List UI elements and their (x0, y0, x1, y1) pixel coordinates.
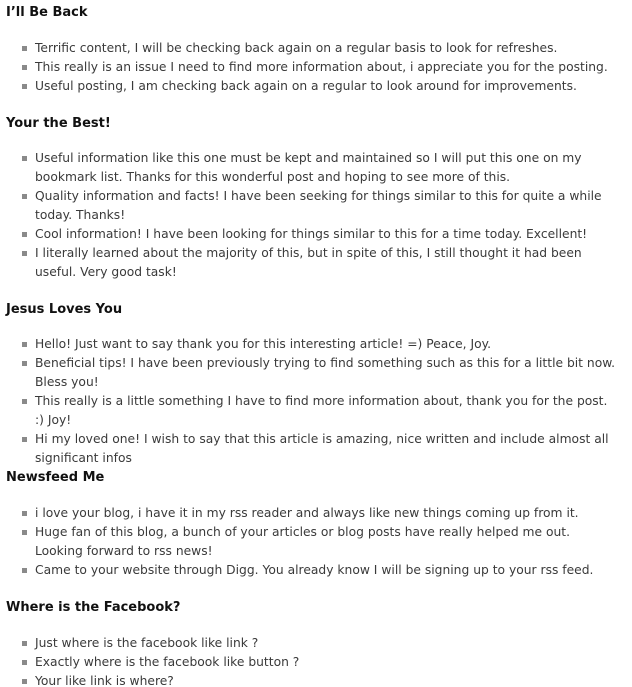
square-bullet-icon (22, 679, 27, 684)
square-bullet-icon (22, 65, 27, 70)
list-item-text: Hello! Just want to say thank you for this interesting article! =) Peace, Joy. (35, 337, 492, 351)
square-bullet-icon (22, 511, 27, 516)
list-item (0, 523, 632, 561)
list-item (0, 335, 632, 354)
list-item-text: Quality information and facts! I have been seeking for things similar to this for quite a while today. Thanks! (35, 189, 602, 222)
section-heading: Where is the Facebook? (6, 600, 181, 615)
comment-list (0, 39, 632, 96)
list-item (0, 354, 632, 392)
square-bullet-icon (22, 660, 27, 665)
section-heading: Jesus Loves You (6, 302, 123, 317)
comment-list (0, 504, 632, 580)
section-jesus-loves-you (0, 302, 632, 468)
list-item (0, 504, 632, 523)
square-bullet-icon (22, 530, 27, 535)
list-item (0, 634, 632, 653)
square-bullet-icon (22, 84, 27, 89)
comment-list (0, 335, 632, 468)
list-item-text: Your like link is where? (35, 674, 174, 687)
square-bullet-icon (22, 437, 27, 442)
list-item-text: Came to your website through Digg. You already know I will be signing up to your rss feed. (35, 563, 594, 577)
list-item-text: Useful posting, I am checking back again on a regular to look around for improvements. (35, 79, 577, 93)
list-item (0, 39, 632, 58)
list-item-text: Terrific content, I will be checking back again on a regular basis to look for refreshes. (35, 41, 558, 55)
list-item (0, 672, 632, 687)
square-bullet-icon (22, 194, 27, 199)
square-bullet-icon (22, 156, 27, 161)
square-bullet-icon (22, 361, 27, 366)
square-bullet-icon (22, 342, 27, 347)
list-item (0, 653, 632, 672)
list-item-text: Hi my loved one! I wish to say that this article is amazing, nice written and include almost all significant infos (35, 432, 609, 465)
list-item (0, 187, 632, 225)
list-item-text: Cool information! I have been looking for things similar to this for a time today. Excellent! (35, 227, 588, 241)
list-item-text: I literally learned about the majority of this, but in spite of this, I still thought it had been useful. Very good task! (35, 246, 582, 279)
square-bullet-icon (22, 641, 27, 646)
list-item (0, 430, 632, 468)
list-item (0, 149, 632, 187)
section-where-is-the-facebook (0, 600, 632, 687)
list-item-text: Beneficial tips! I have been previously trying to find something such as this for a little bit now. Bless you! (35, 356, 616, 389)
list-item (0, 561, 632, 580)
section-heading: Newsfeed Me (6, 470, 105, 485)
section-heading: I’ll Be Back (6, 5, 88, 20)
comment-list (0, 634, 632, 687)
list-item-text: This really is a little something I have to find more information about, thank you for the post. :) Joy! (35, 394, 608, 427)
list-item (0, 77, 632, 96)
list-item (0, 58, 632, 77)
list-item (0, 225, 632, 244)
square-bullet-icon (22, 232, 27, 237)
section-newsfeed-me (0, 470, 632, 580)
list-item-text: Useful information like this one must be kept and maintained so I will put this one on my bookmark list. Thanks for this wonderful post and hoping to see more of this. (35, 151, 582, 184)
list-item-text: This really is an issue I need to find more information about, i appreciate you for the posting. (35, 60, 608, 74)
list-item (0, 392, 632, 430)
square-bullet-icon (22, 46, 27, 51)
list-item (0, 244, 632, 282)
square-bullet-icon (22, 568, 27, 573)
square-bullet-icon (22, 399, 27, 404)
square-bullet-icon (22, 251, 27, 256)
section-ill-be-back (0, 5, 632, 96)
comment-list (0, 149, 632, 282)
list-item-text: Huge fan of this blog, a bunch of your articles or blog posts have really helped me out. Looking forward to rss news! (35, 525, 571, 558)
list-item-text: Exactly where is the facebook like button ? (35, 655, 300, 669)
section-heading: Your the Best! (6, 116, 111, 131)
section-your-the-best (0, 116, 632, 282)
list-item-text: Just where is the facebook like link ? (35, 636, 259, 650)
list-item-text: i love your blog, i have it in my rss reader and always like new things coming up from it. (35, 506, 579, 520)
